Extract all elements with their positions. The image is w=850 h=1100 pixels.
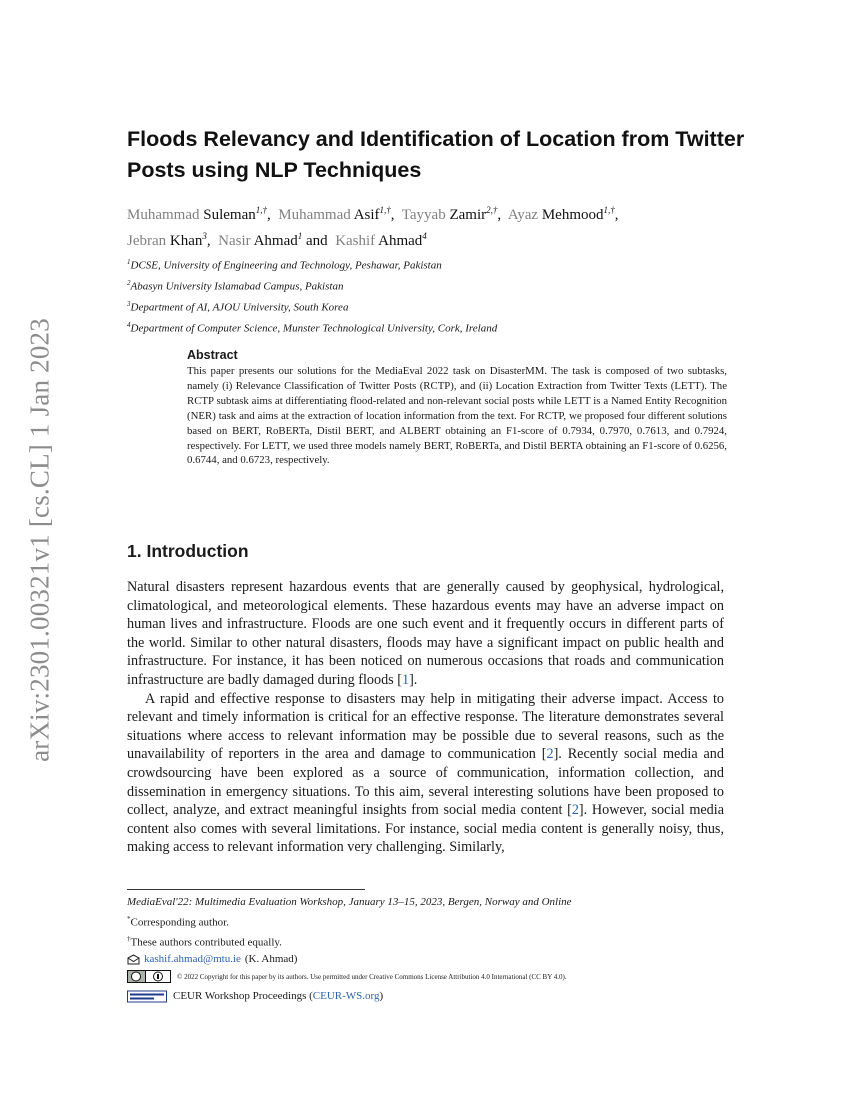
author: Tayyab Zamir$^{2,\dagger}$	[401, 205, 498, 223]
affiliation-list	[127, 254, 727, 339]
ceur-logo-icon	[127, 990, 167, 1003]
abstract-heading: Abstract	[187, 348, 238, 362]
abstract-section	[187, 348, 727, 468]
cc-by-badge-icon	[127, 970, 171, 983]
citation-link[interactable]: 1	[401, 671, 410, 688]
author: Jebran Khan$^3$	[127, 231, 207, 249]
equal-contribution-note: †These authors contributed equally.	[127, 934, 282, 949]
introduction-heading: 1. Introduction	[127, 541, 249, 561]
affiliation: $^1$DCSE, University of Engineering and Technology, Peshawar, Pakistan	[127, 258, 442, 272]
ceur-note: CEUR Workshop Proceedings (CEUR-WS.org)	[127, 988, 727, 1005]
author: Ayaz Mehmood$^{1,\dagger}$	[507, 205, 615, 223]
email-link[interactable]: kashif.ahmad@mtu.ie	[144, 953, 241, 966]
paragraph: Natural disasters represent hazardous events that are generally caused by geophysical, hydrological, climatological, and meteorological elements. These hazardous events may have an adverse impact on human lives and infrastructure. Floods are one such event and it frequently occurs in different parts of the world. Similar to other natural disasters, floods may have a significant impact on public health and infrastructure. For instance, it has been noticed on numerous occasions that roads and communication infrastructure are badly damaged during floods [1].	[127, 579, 724, 688]
affiliation: $^2$Abasyn University Islamabad Campus, Pakistan	[127, 279, 344, 293]
affiliation: $^4$Department of Computer Science, Munster Technological University, Cork, Ireland	[127, 321, 498, 336]
author: Muhammad Asif$^{1,\dagger}$	[278, 205, 391, 223]
author: Nasir Ahmad$^1$	[218, 231, 303, 249]
corresponding-note: *Corresponding author.	[127, 914, 229, 929]
footnotes	[127, 894, 727, 1005]
envelope-icon	[127, 954, 140, 965]
arxiv-identifier: arXiv:2301.00321v1 [cs.CL] 1 Jan 2023	[24, 318, 55, 762]
author: Kashif Ahmad$^4$	[335, 231, 427, 249]
author-list: Muhammad Suleman$^{1,\dagger}$, Muhammad Asif$^{1,\dagger}$, Tayyab Zamir$^{2,\dagger}$, Ayaz Mehmood$^{1,\dagger}$, Jebran Khan$^3$, Nasir Ahmad$^1$ and Kashif Ahmad$^4$	[127, 205, 619, 249]
email-note: kashif.ahmad@mtu.ie (K. Ahmad)	[127, 951, 727, 968]
ceur-link[interactable]: CEUR-WS.org	[312, 990, 380, 1003]
paper-title: Floods Relevancy and Identification of Location from Twitter Posts using NLP Techniques	[127, 127, 745, 182]
paragraph: A rapid and effective response to disasters may help in mitigating their adverse impact. Access to relevant and timely information is critical for an effective response. The literature demonstrates several situations where access to relevant information may be possible due to several reasons, such as the unavailability of reporters in the area and damage to communication [2]. Recently social media and crowdsourcing have been explored as a source of communication, information collection, and dissemination in emergency situations. To this aim, several interesting solutions have been proposed to collect, analyze, and extract meaningful insights from social media content [2]. However, social media content also comes with several limitations. For instance, social media content is generally noisy, thus, making access to relevant information very challenging. Similarly,	[127, 690, 724, 856]
citation-link[interactable]: 2	[546, 746, 554, 763]
arxiv-side-stamp	[22, 300, 58, 780]
author-conjunction: and	[306, 233, 328, 249]
author: Muhammad Suleman$^{1,\dagger}$	[127, 205, 267, 223]
license-note: © 2022 Copyright for this paper by its authors. Use permitted under Creative Commons License Attribution 4.0 International (CC BY 4.0).	[127, 969, 727, 986]
introduction-body	[127, 578, 724, 857]
citation-link[interactable]: 2	[571, 802, 579, 819]
abstract-text: This paper presents our solutions for the MediaEval 2022 task on DisasterMM. The task is composed of two subtasks, namely (i) Relevance Classification of Twitter Posts (RCTP), and (ii) Location Extraction from Twitter Texts (LETT). The RCTP subtask aims at differentiating flood-related and non-relevant social posts while LETT is a Named Entity Recognition (NER) task and aims at the extraction of location information from the text. For RCTP, we proposed four different solutions based on BERT, RoBERTa, Distil BERT, and ALBERT obtaining an F1-score of 0.7934, 0.7970, 0.7613, and 0.7924, respectively. For LETT, we used three models namely BERT, RoBERTa, and Distil BERTA obtaining an F1-score of 0.6256, 0.6744, and 0.6723, respectively.	[187, 365, 727, 467]
footnote-rule	[127, 889, 365, 890]
workshop-note: MediaEval'22: Multimedia Evaluation Workshop, January 13–15, 2023, Bergen, Norway and Online	[127, 896, 572, 908]
affiliation: $^3$Department of AI, AJOU University, South Korea	[127, 300, 349, 314]
